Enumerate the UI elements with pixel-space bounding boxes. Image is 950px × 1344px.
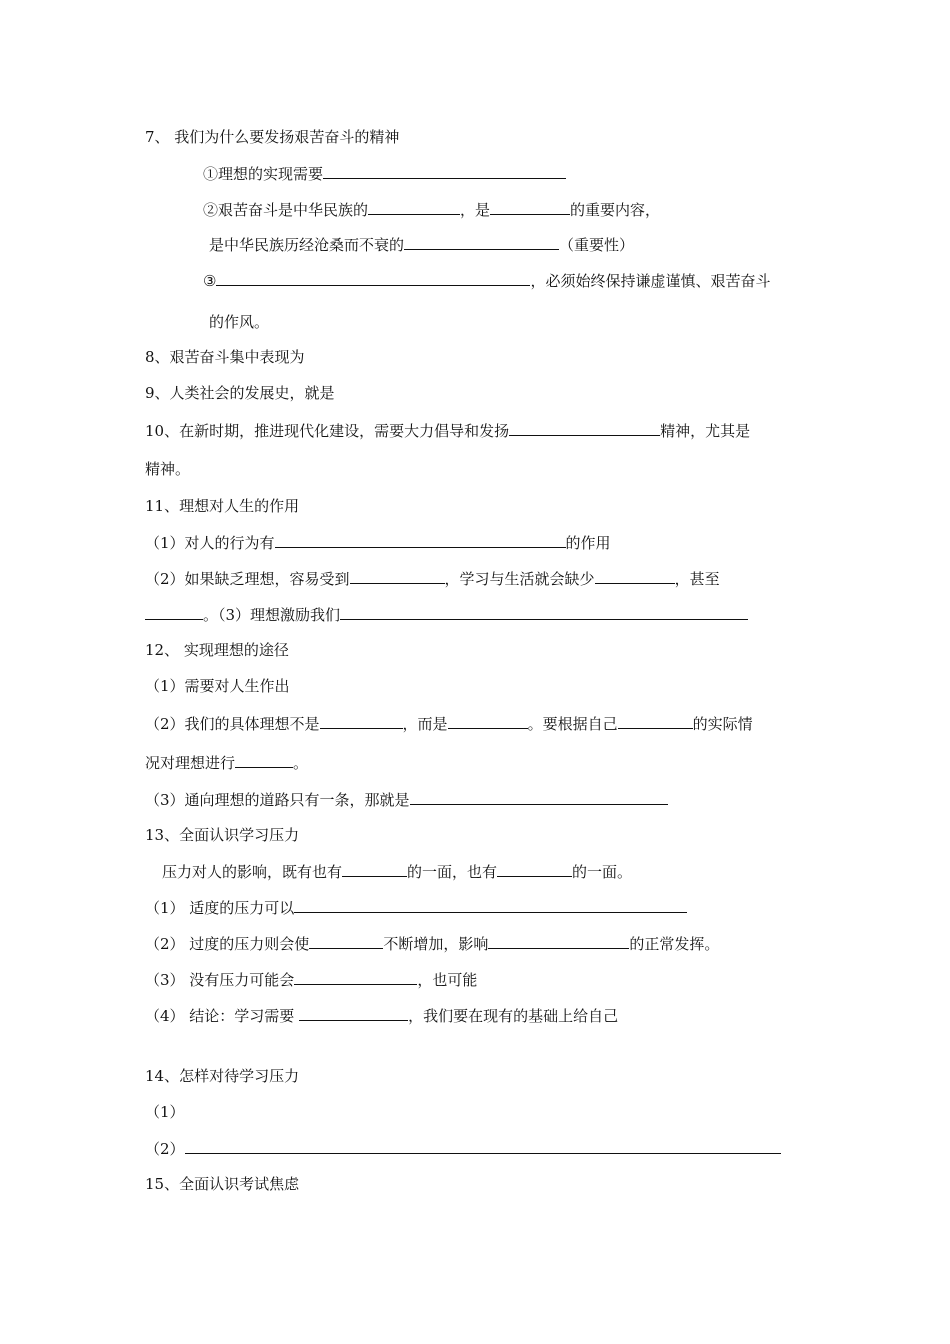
answer-blank[interactable] xyxy=(235,752,293,768)
q13-title: 13、全面认识学习压力 xyxy=(145,826,300,844)
answer-blank[interactable] xyxy=(323,163,566,179)
q12-point-1: （1）需要对人生作出 xyxy=(145,677,290,695)
q12-point-2: （2）我们的具体理想不是 ，而是 。要根据自己 的实际情 xyxy=(145,715,753,733)
q14-point-2: （2） xyxy=(145,1138,781,1159)
answer-blank[interactable] xyxy=(618,713,693,729)
q13-point-1: （1） 适度的压力可以 xyxy=(145,897,687,918)
answer-blank[interactable] xyxy=(294,969,417,985)
q12-title: 12、 实现理想的途径 xyxy=(145,641,289,659)
answer-blank[interactable] xyxy=(320,713,403,729)
q10-line-1: 10、在新时期，推进现代化建设，需要大力倡导和发扬 精神，尤其是 xyxy=(145,422,751,440)
q13-point-2: （2） 过度的压力则会使 不断增加，影响 的正常发挥。 xyxy=(145,935,720,953)
answer-blank[interactable] xyxy=(448,713,528,729)
answer-blank[interactable] xyxy=(497,861,572,877)
answer-blank[interactable] xyxy=(410,789,668,805)
q12-point-2-cont: 况对理想进行 。 xyxy=(145,754,309,772)
q7-point-2: ②艰苦奋斗是中华民族的 ，是 的重要内容， xyxy=(203,201,661,219)
q12-point-3: （3）通向理想的道路只有一条，那就是 xyxy=(145,789,668,810)
answer-blank[interactable] xyxy=(509,420,660,436)
answer-blank[interactable] xyxy=(350,568,445,584)
answer-blank[interactable] xyxy=(595,568,675,584)
answer-blank[interactable] xyxy=(309,933,383,949)
q11-title: 11、理想对人生的作用 xyxy=(145,497,300,515)
answer-blank[interactable] xyxy=(216,270,530,286)
q13-point-4: （4） 结论：学习需要 ，我们要在现有的基础上给自己 xyxy=(145,1007,619,1025)
answer-blank[interactable] xyxy=(488,933,629,949)
q14-title: 14、怎样对待学习压力 xyxy=(145,1067,300,1085)
answer-blank[interactable] xyxy=(294,897,687,913)
q9-title: 9、人类社会的发展史，就是 xyxy=(145,384,335,402)
answer-blank[interactable] xyxy=(275,532,566,548)
q8-title: 8、艰苦奋斗集中表现为 xyxy=(145,348,305,366)
answer-blank[interactable] xyxy=(299,1005,408,1021)
answer-blank[interactable] xyxy=(342,861,407,877)
q14-point-1: （1） xyxy=(145,1103,185,1121)
answer-blank[interactable] xyxy=(368,199,460,215)
q7-title: 7、 我们为什么要发扬艰苦奋斗的精神 xyxy=(145,128,400,146)
q7-point-3: ③ ，必须始终保持谦虚谨慎、艰苦奋斗 xyxy=(203,272,771,290)
q15-title: 15、全面认识考试焦虑 xyxy=(145,1175,300,1193)
q10-line-2: 精神。 xyxy=(145,460,191,478)
q13-intro: 压力对人的影响，既有也有 的一面，也有 的一面。 xyxy=(162,863,633,881)
answer-blank[interactable] xyxy=(490,199,570,215)
answer-blank[interactable] xyxy=(185,1138,781,1154)
answer-blank[interactable] xyxy=(340,604,748,620)
answer-blank[interactable] xyxy=(145,604,203,620)
q7-point-3-cont: 的作风。 xyxy=(209,313,270,331)
q7-point-1: ①理想的实现需要 xyxy=(203,163,566,184)
q13-point-3: （3） 没有压力可能会 ，也可能 xyxy=(145,971,478,989)
q11-point-2: （2）如果缺乏理想，容易受到 ，学习与生活就会缺少 ，甚至 xyxy=(145,570,720,588)
answer-blank[interactable] xyxy=(404,234,559,250)
q11-point-3: 。（3）理想激励我们 xyxy=(145,604,748,625)
q11-point-1: （1）对人的行为有 的作用 xyxy=(145,534,611,552)
q7-point-2-cont: 是中华民族历经沧桑而不衰的 （重要性） xyxy=(209,236,635,254)
